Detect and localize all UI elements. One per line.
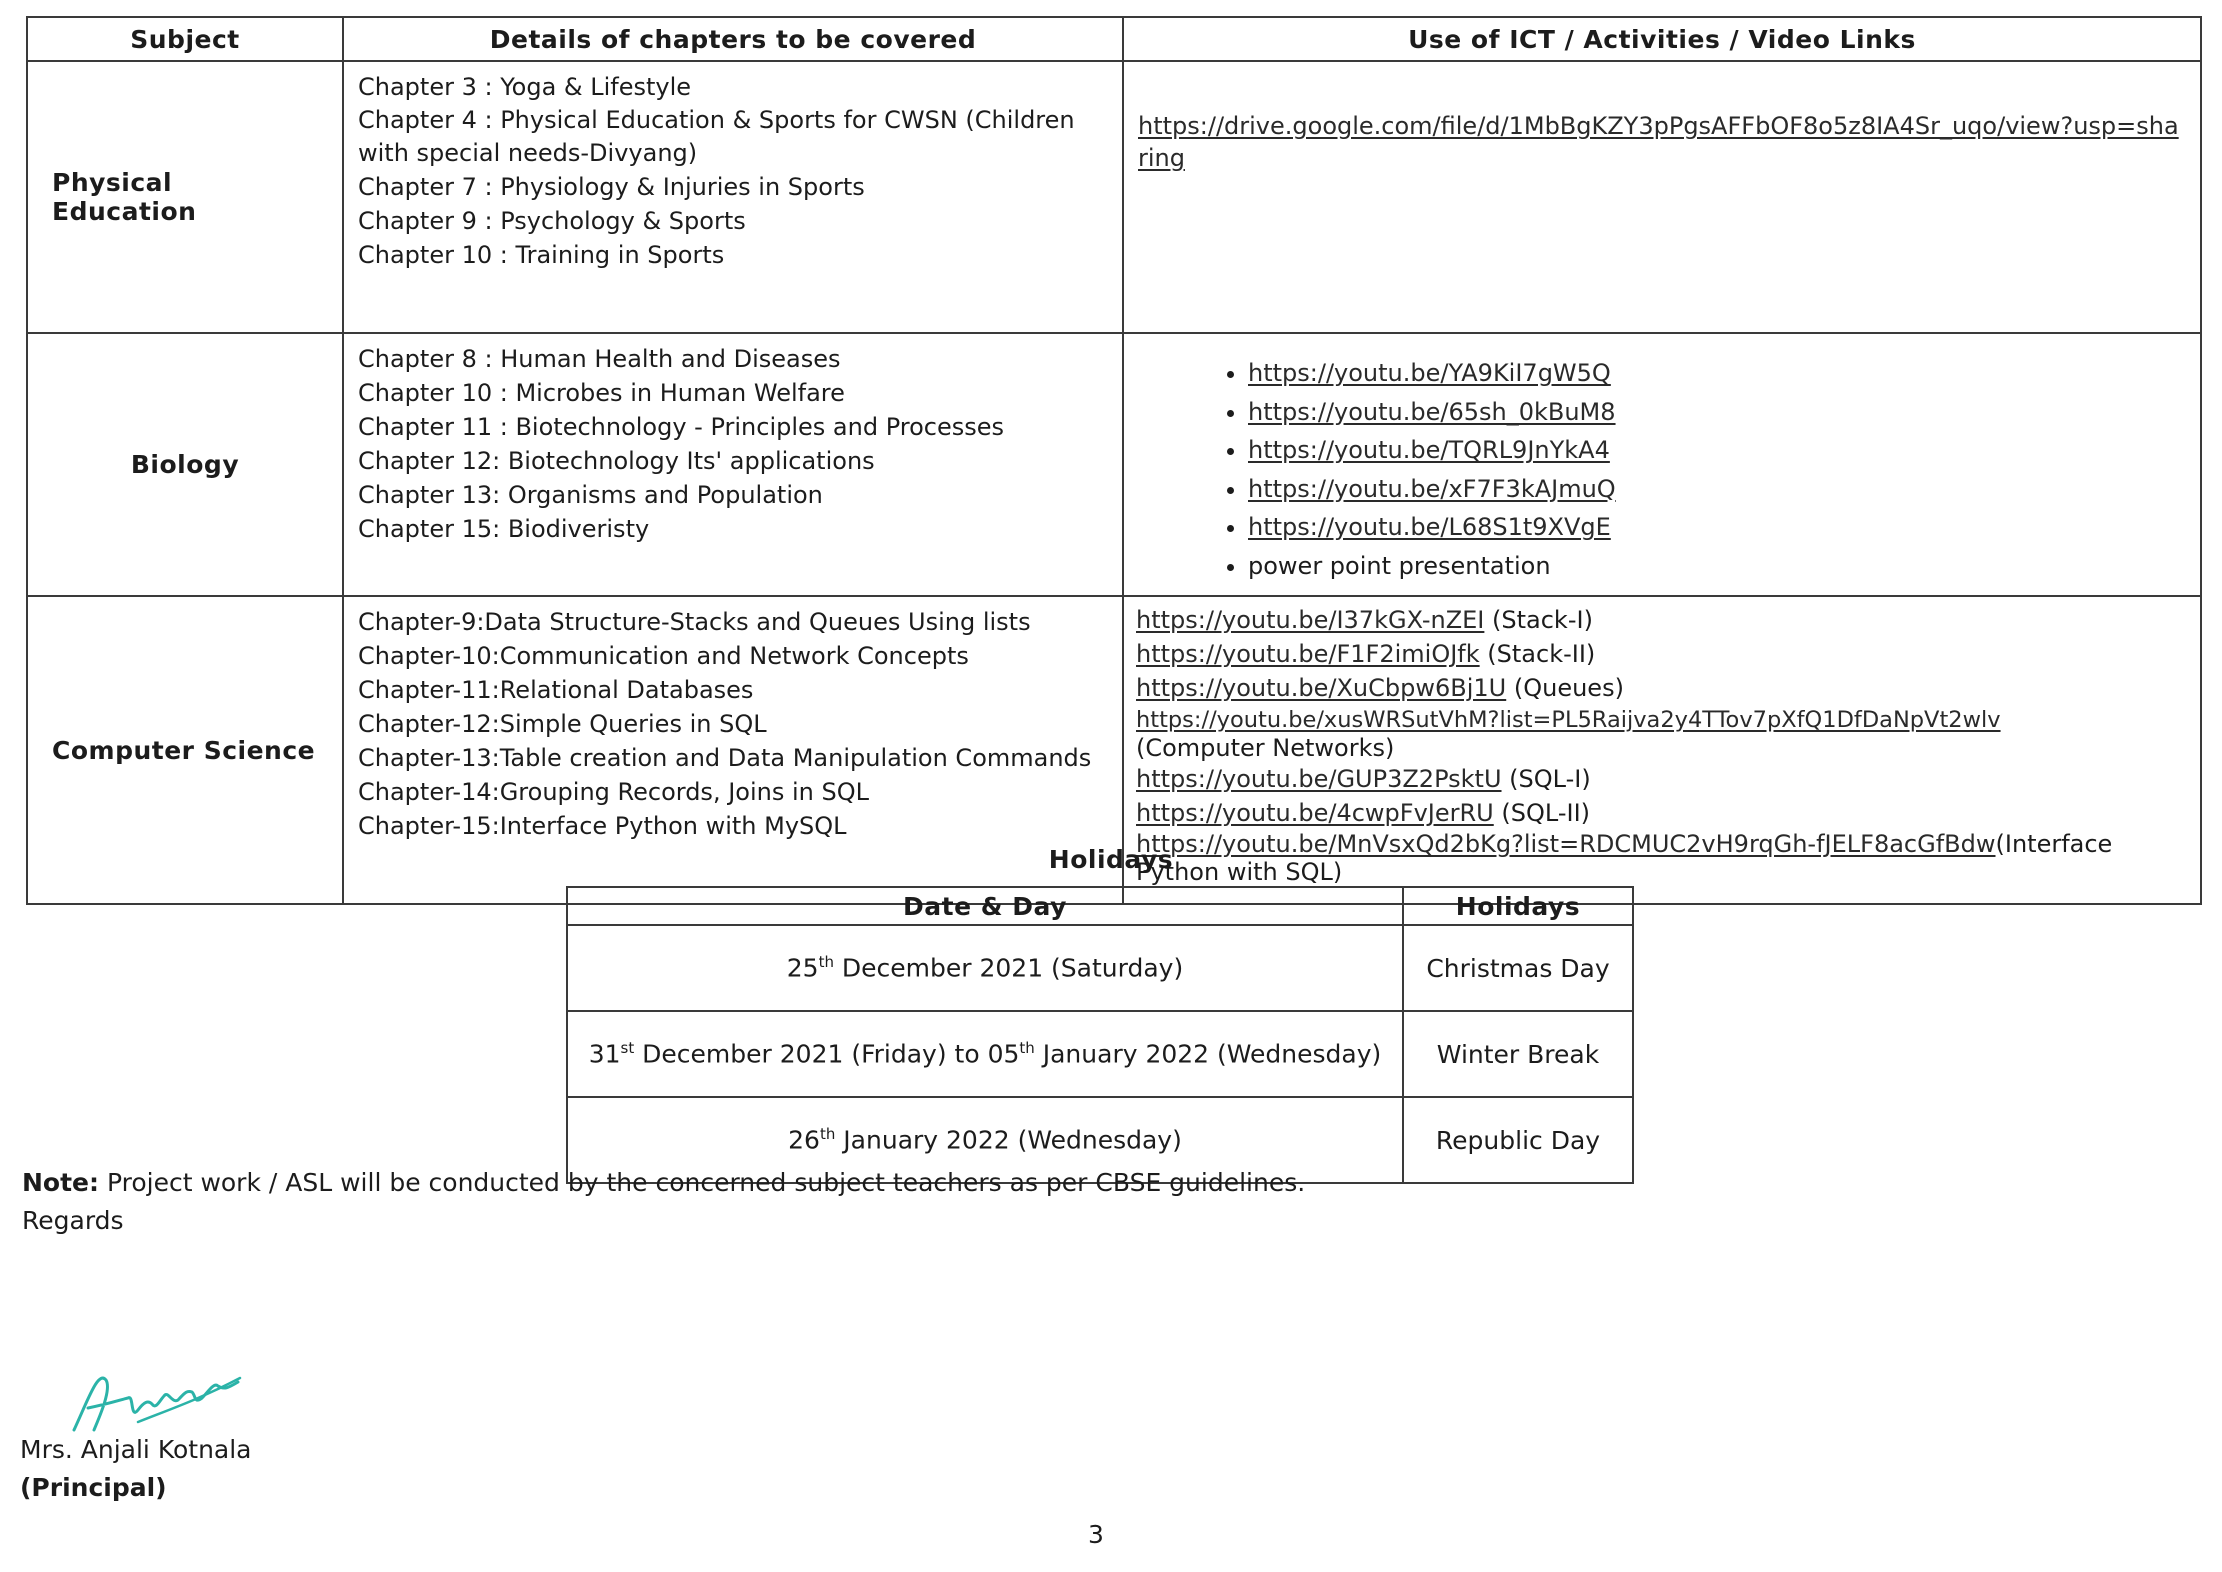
chapter-item: Chapter-15:Interface Python with MySQL [358, 812, 847, 840]
video-link[interactable]: https://youtu.be/xF7F3kAJmuQ [1248, 474, 1616, 503]
drive-link[interactable]: https://drive.google.com/file/d/1MbBgKZY3pPgsAFFbOF8o5z8IA4Sr_uqo/view?usp=sharing [1138, 112, 2179, 172]
chapter-item: Chapter-9:Data Structure-Stacks and Queues Using lists [358, 608, 1031, 636]
link-caption: (Queues) [1513, 674, 1624, 702]
date-text: December 2021 (Saturday) [833, 953, 1184, 983]
links-biology [1123, 333, 2201, 596]
video-link[interactable]: https://youtu.be/F1F2imiOJfk [1136, 640, 1480, 668]
bio-link-list [1138, 354, 2186, 585]
video-link[interactable]: https://youtu.be/TQRL9JnYkA4 [1248, 436, 1610, 464]
holiday-name: Republic Day [1403, 1097, 1633, 1183]
holiday-name: Winter Break [1403, 1011, 1633, 1097]
link-caption: (SQL-I) [1509, 765, 1591, 793]
header-subject: Subject [27, 17, 343, 61]
date-text: December 2021 (Friday) to 05 [634, 1039, 1020, 1069]
note-body: Project work / ASL will be conducted by the concerned subject teachers as per CBSE guidelines. [99, 1168, 1306, 1197]
date-number: 31 [588, 1039, 621, 1069]
date-number: 26 [788, 1125, 820, 1155]
chapters-physical-education [343, 61, 1123, 333]
chapter-item: Chapter 13: Organisms and Population [358, 481, 823, 509]
signatory-name: Mrs. Anjali Kotnala [20, 1435, 252, 1464]
subject-biology: Biology [27, 333, 343, 596]
header-holidays: Holidays [1403, 887, 1633, 925]
date-number: 25 [786, 953, 819, 983]
link-caption: (Stack-I) [1492, 606, 1593, 634]
list-item [1248, 393, 2186, 432]
link-caption: (SQL-II) [1501, 799, 1591, 827]
date-suffix: th [818, 953, 834, 972]
chapter-item: Chapter 8 : Human Health and Diseases [358, 345, 841, 373]
date-suffix: th [819, 1125, 836, 1144]
chapter-item: Chapter-10:Communication and Network Concepts [358, 642, 969, 670]
list-item [1248, 431, 2186, 470]
video-link[interactable]: https://youtu.be/65sh_0kBuM8 [1248, 397, 1616, 426]
list-item [1248, 547, 2186, 586]
curriculum-header-row [27, 17, 2201, 61]
chapter-item: Chapter 15: Biodiveristy [358, 515, 650, 543]
cs-link-line [1136, 637, 2186, 671]
page-number: 3 [1088, 1520, 1104, 1549]
links-physical-education [1123, 61, 2201, 333]
cs-link-line [1136, 796, 2186, 830]
video-link[interactable]: https://youtu.be/xusWRSutVhM?list=PL5Raijva2y4TTov7pXfQ1DfDaNpVt2wlv [1136, 707, 2001, 733]
video-link[interactable]: https://youtu.be/I37kGX-nZEI [1136, 606, 1485, 634]
cs-link-line [1136, 705, 2186, 762]
video-link[interactable]: https://youtu.be/L68S1t9XVgE [1248, 513, 1611, 541]
ppt-note: power point presentation [1248, 551, 1551, 580]
chapter-item: Chapter 9 : Psychology & Sports [358, 207, 746, 235]
date-text: January 2022 (Wednesday) [835, 1125, 1182, 1155]
holiday-date [567, 925, 1403, 1011]
list-item [1248, 470, 2186, 509]
video-link[interactable]: https://youtu.be/YA9KiI7gW5Q [1248, 359, 1611, 387]
chapter-item: Chapter-12:Simple Queries in SQL [358, 710, 767, 738]
cs-link-line [1136, 762, 2186, 796]
date-suffix: th [1019, 1039, 1035, 1058]
holiday-date [567, 1011, 1403, 1097]
chapter-item: Chapter 10 : Microbes in Human Welfare [358, 379, 845, 407]
row-biology [27, 333, 2201, 596]
holiday-row [567, 1011, 1633, 1097]
date-text: January 2022 (Wednesday) [1034, 1039, 1382, 1069]
link-caption: (Stack-II) [1487, 640, 1596, 668]
curriculum-table [26, 16, 2202, 905]
row-physical-education [27, 61, 2201, 333]
holiday-header-row [567, 887, 1633, 925]
cs-link-line [1136, 603, 2186, 637]
subject-computer-science: Computer Science [27, 596, 343, 904]
link-caption: (Interface Python with SQL) [1136, 830, 2113, 886]
video-link[interactable]: https://youtu.be/XuCbpw6Bj1U [1136, 674, 1507, 702]
video-link[interactable]: https://youtu.be/MnVsxQd2bKg?list=RDCMUC2vH9rqGh-fJELF8acGfBdw [1136, 830, 1996, 858]
chapter-item: Chapter 7 : Physiology & Injuries in Sports [358, 173, 865, 201]
header-links: Use of ICT / Activities / Video Links [1123, 17, 2201, 61]
holidays-heading: Holidays [1048, 845, 1174, 874]
chapter-item: Chapter 12: Biotechnology Its' applications [358, 447, 875, 475]
list-item [1248, 354, 2186, 393]
holiday-name: Christmas Day [1403, 925, 1633, 1011]
chapter-item: Chapter-11:Relational Databases [358, 676, 754, 704]
signature-icon [68, 1360, 248, 1440]
chapters-biology [343, 333, 1123, 596]
video-link[interactable]: https://youtu.be/4cwpFvJerRU [1136, 799, 1494, 827]
chapter-item: Chapter 4 : Physical Education & Sports for CWSN (Children with special needs-Divyang) [358, 106, 1075, 167]
chapter-item: Chapter 10 : Training in Sports [358, 241, 725, 269]
signatory-designation: (Principal) [20, 1473, 167, 1502]
note-text [22, 1168, 1305, 1197]
chapter-item: Chapter 3 : Yoga & Lifestyle [358, 73, 692, 101]
subject-physical-education: Physical Education [27, 61, 343, 333]
cs-link-line [1136, 671, 2186, 705]
holiday-row [567, 925, 1633, 1011]
header-chapters: Details of chapters to be covered [343, 17, 1123, 61]
regards-text: Regards [22, 1206, 124, 1235]
note-label: Note: [22, 1168, 100, 1197]
chapter-item: Chapter 11 : Biotechnology - Principles and Processes [358, 413, 1005, 441]
list-item [1248, 508, 2186, 547]
chapter-item: Chapter-13:Table creation and Data Manipulation Commands [358, 744, 1092, 772]
date-suffix: st [620, 1039, 635, 1058]
header-date-day: Date & Day [567, 887, 1403, 925]
chapter-item: Chapter-14:Grouping Records, Joins in SQL [358, 778, 869, 806]
link-caption: (Computer Networks) [1136, 734, 1395, 762]
video-link[interactable]: https://youtu.be/GUP3Z2PsktU [1136, 765, 1502, 793]
holiday-table [566, 886, 1634, 1184]
